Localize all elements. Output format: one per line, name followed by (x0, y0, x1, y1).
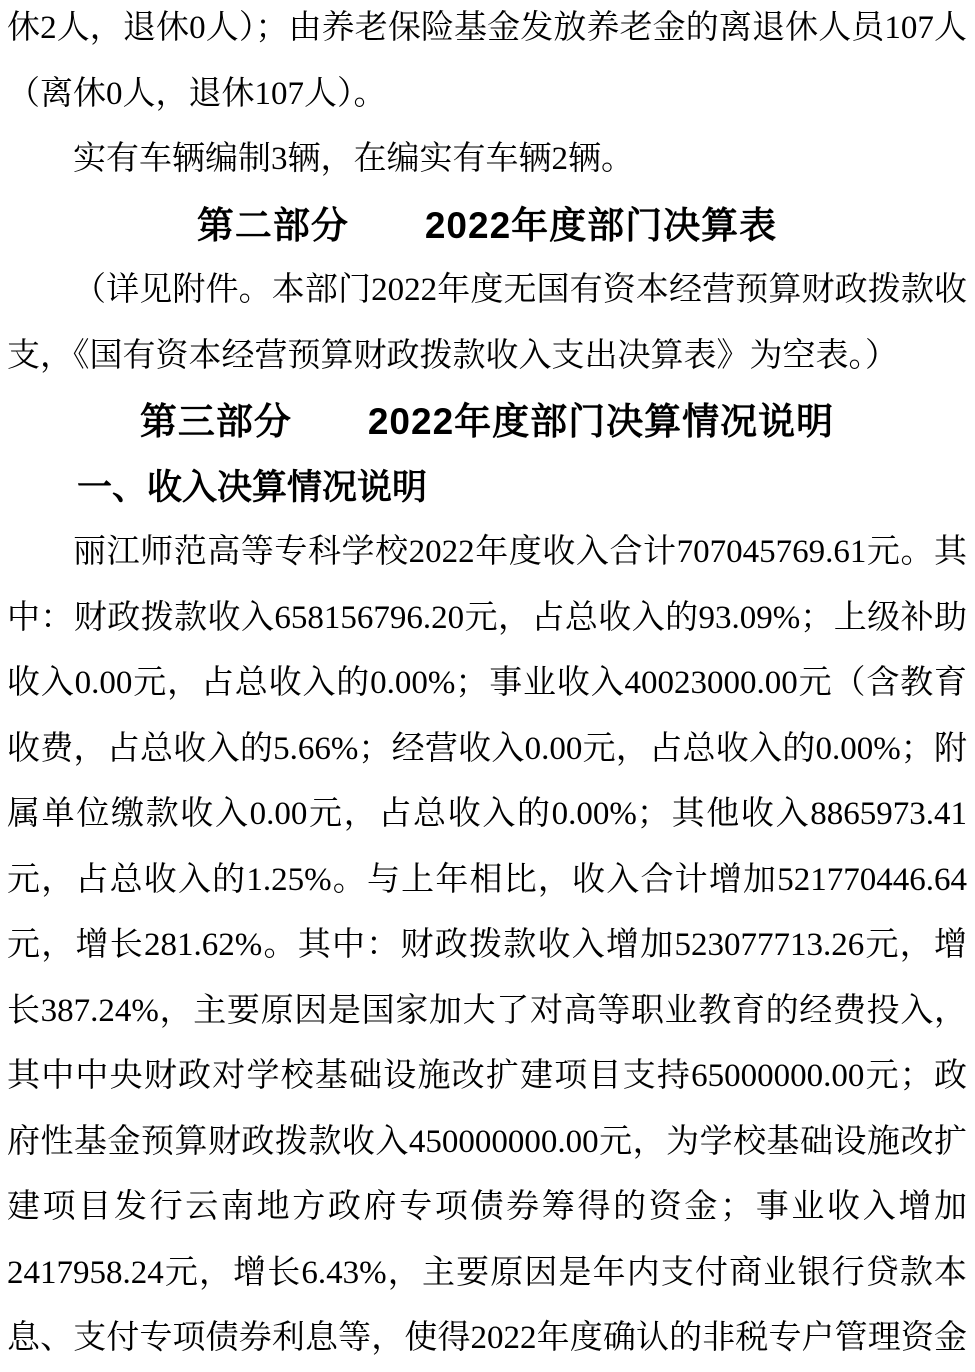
income-line-7: 元，增长281.62%。其中：财政拨款收入增加523077713.26元，增 (7, 927, 967, 963)
part2-note-line-1: （详见附件。本部门2022年度无国有资本经营预算财政拨款收 (73, 272, 967, 308)
income-line-1: 丽江师范高等专科学校2022年度收入合计707045769.61元。其 (73, 534, 967, 570)
income-line-3: 收入0.00元，占总收入的0.00%；事业收入40023000.00元（含教育 (7, 665, 967, 701)
income-line-2: 中：财政拨款收入658156796.20元，占总收入的93.09%；上级补助 (7, 599, 967, 636)
income-section-heading: 一、收入决算情况说明 (77, 467, 428, 507)
income-line-6: 元，占总收入的1.25%。与上年相比，收入合计增加521770446.64 (7, 861, 967, 898)
income-line-8: 长387.24%，主要原因是国家加大了对高等职业教育的经费投入， (7, 992, 967, 1029)
income-line-5: 属单位缴款收入0.00元，占总收入的0.00%；其他收入8865973.41 (7, 796, 967, 832)
income-line-9: 其中中央财政对学校基础设施改扩建项目支持65000000.00元；政 (7, 1058, 967, 1094)
income-line-13: 息、支付专项债券利息等，使得2022年度确认的非税专户管理资金 (7, 1320, 967, 1356)
income-line-12: 2417958.24元，增长6.43%，主要原因是年内支付商业银行贷款本 (7, 1254, 967, 1291)
part2-heading: 第二部分 2022年度部门决算表 (196, 204, 778, 246)
income-line-4: 收费，占总收入的5.66%；经营收入0.00元，占总收入的0.00%；附 (7, 730, 967, 767)
part2-note-line-2: 支，《国有资本经营预算财政拨款收入支出决算表》为空表。） (7, 337, 898, 374)
vehicles-line: 实有车辆编制3辆，在编实有车辆2辆。 (73, 141, 634, 177)
opening-line-2: （离休0人，退休107人）。 (7, 75, 387, 112)
income-line-11: 建项目发行云南地方政府专项债券筹得的资金；事业收入增加 (7, 1189, 967, 1225)
income-line-10: 府性基金预算财政拨款收入450000000.00元，为学校基础设施改扩 (7, 1123, 967, 1160)
opening-line-1: 休2人，退休0人）；由养老保险基金发放养老金的离退休人员107人 (7, 10, 967, 46)
part3-heading: 第三部分 2022年度部门决算情况说明 (139, 401, 835, 442)
